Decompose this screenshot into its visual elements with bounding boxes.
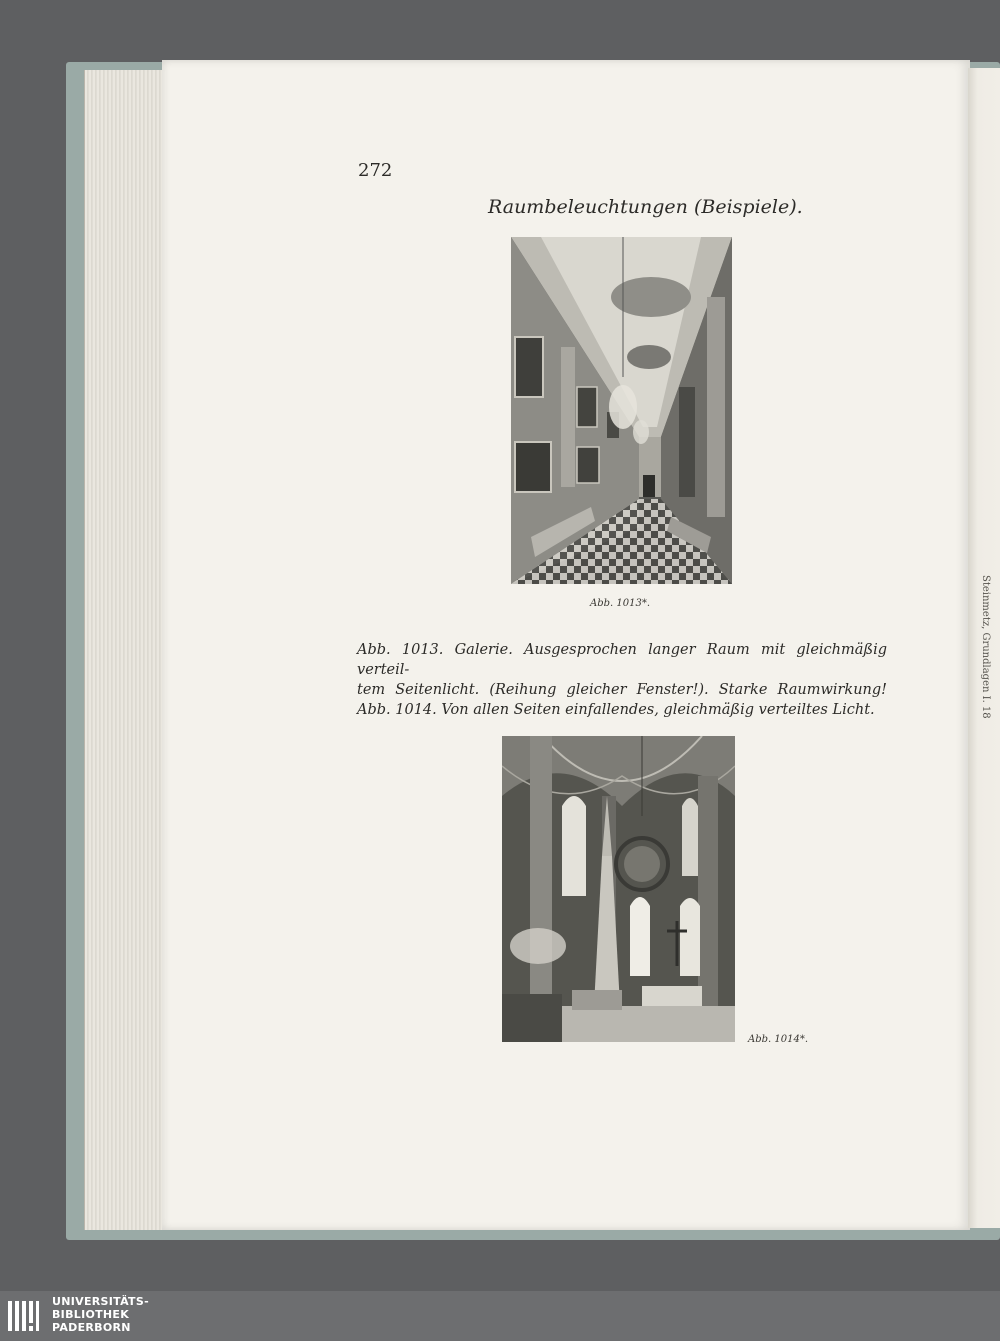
caption-line: Abb. 1014. Von allen Seiten einfallendes, gleichmäßig verteiltes Licht. xyxy=(357,702,875,718)
gallery-photo xyxy=(511,237,732,584)
church-interior-photo xyxy=(502,736,735,1042)
library-name xyxy=(52,1295,149,1334)
page-title: Raumbeleuchtungen (Beispiele). xyxy=(488,196,803,218)
library-name-line: BIBLIOTHEK xyxy=(52,1308,130,1321)
page-edges xyxy=(84,70,167,1230)
library-footer xyxy=(0,1291,1000,1341)
library-name-line: PADERBORN xyxy=(52,1321,131,1334)
figure-caption xyxy=(357,640,887,720)
figure-label: Abb. 1014*. xyxy=(748,1034,809,1045)
page-number: 272 xyxy=(358,160,393,181)
figure-label: Abb. 1013*. xyxy=(590,598,651,609)
caption-line: Abb. 1013. Galerie. Ausgesprochen langer Raum mit gleichmäßig verteil- xyxy=(357,642,887,678)
facing-page-signature: Steinmetz, Grundlagen I. 18 xyxy=(980,575,991,719)
library-name-line: UNIVERSITÄTS- xyxy=(52,1295,149,1308)
library-logo-icon xyxy=(6,1297,42,1335)
caption-line: tem Seitenlicht. (Reihung gleicher Fenster!). Starke Raumwirkung! xyxy=(357,682,887,698)
